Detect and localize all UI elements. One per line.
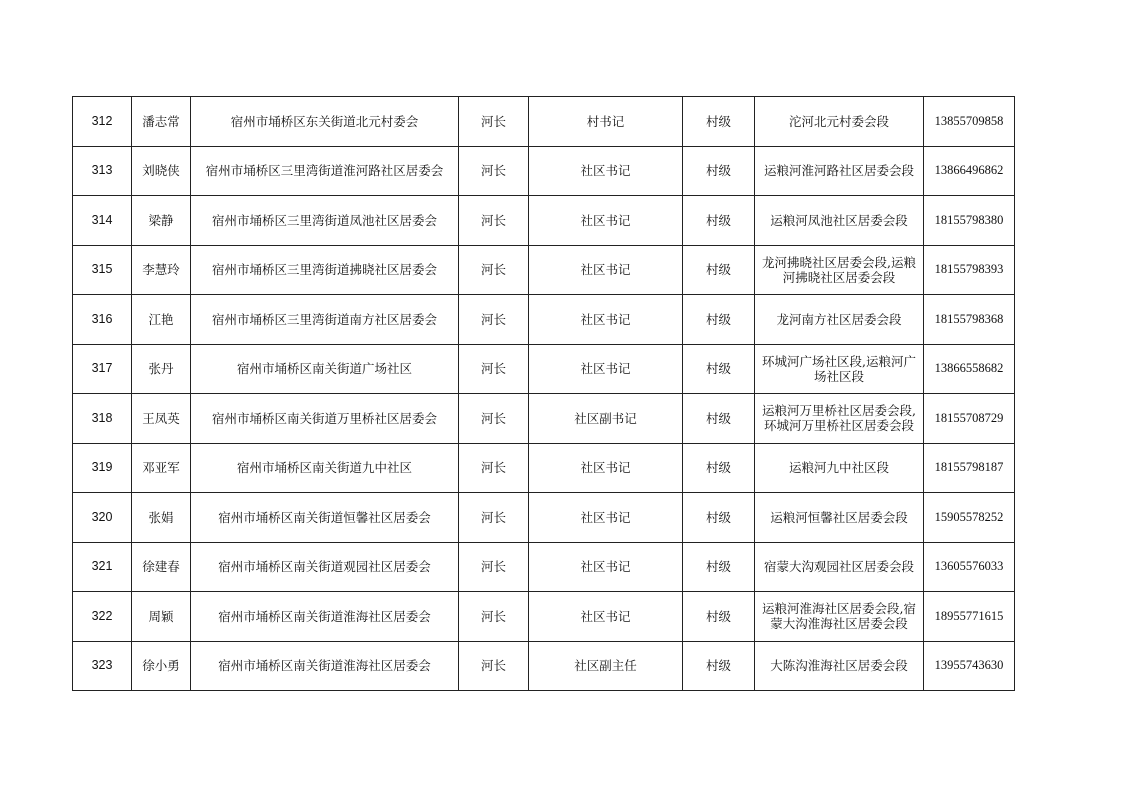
- organization-cell: 宿州市埇桥区三里湾街道凤池社区居委会: [191, 196, 459, 246]
- organization-cell: 宿州市埇桥区三里湾街道淮河路社区居委会: [191, 146, 459, 196]
- organization-cell: 宿州市埇桥区南关街道淮海社区居委会: [191, 592, 459, 642]
- role-cell: 河长: [459, 542, 529, 592]
- position-cell: 社区书记: [529, 146, 683, 196]
- phone-cell: 18155798393: [924, 245, 1015, 295]
- position-cell: 社区书记: [529, 344, 683, 394]
- phone-cell: 18955771615: [924, 592, 1015, 642]
- role-cell: 河长: [459, 146, 529, 196]
- phone-cell: 18155798380: [924, 196, 1015, 246]
- row-number-cell: 319: [73, 443, 132, 493]
- river-segment-cell: 运粮河万里桥社区居委会段,环城河万里桥社区居委会段: [755, 394, 924, 444]
- organization-cell: 宿州市埇桥区三里湾街道南方社区居委会: [191, 295, 459, 345]
- table-row: [73, 592, 1015, 642]
- river-chief-table: [72, 96, 1015, 691]
- position-cell: 村书记: [529, 97, 683, 147]
- river-segment-cell: 龙河拂晓社区居委会段,运粮河拂晓社区居委会段: [755, 245, 924, 295]
- level-cell: 村级: [683, 443, 755, 493]
- river-segment-cell: 宿蒙大沟观园社区居委会段: [755, 542, 924, 592]
- level-cell: 村级: [683, 245, 755, 295]
- table-row: [73, 146, 1015, 196]
- organization-cell: 宿州市埇桥区南关街道九中社区: [191, 443, 459, 493]
- role-cell: 河长: [459, 295, 529, 345]
- organization-cell: 宿州市埇桥区东关街道北元村委会: [191, 97, 459, 147]
- position-cell: 社区书记: [529, 493, 683, 543]
- position-cell: 社区副主任: [529, 641, 683, 691]
- river-segment-cell: 运粮河九中社区段: [755, 443, 924, 493]
- river-segment-cell: 运粮河淮海社区居委会段,宿蒙大沟淮海社区居委会段: [755, 592, 924, 642]
- organization-cell: 宿州市埇桥区南关街道万里桥社区居委会: [191, 394, 459, 444]
- row-number-cell: 317: [73, 344, 132, 394]
- position-cell: 社区书记: [529, 295, 683, 345]
- table-row: [73, 493, 1015, 543]
- row-number-cell: 314: [73, 196, 132, 246]
- river-segment-cell: 运粮河淮河路社区居委会段: [755, 146, 924, 196]
- organization-cell: 宿州市埇桥区南关街道恒馨社区居委会: [191, 493, 459, 543]
- position-cell: 社区书记: [529, 245, 683, 295]
- table-row: [73, 97, 1015, 147]
- level-cell: 村级: [683, 493, 755, 543]
- row-number-cell: 322: [73, 592, 132, 642]
- phone-cell: 15905578252: [924, 493, 1015, 543]
- phone-cell: 13866496862: [924, 146, 1015, 196]
- row-number-cell: 312: [73, 97, 132, 147]
- row-number-cell: 313: [73, 146, 132, 196]
- organization-cell: 宿州市埇桥区南关街道观园社区居委会: [191, 542, 459, 592]
- role-cell: 河长: [459, 443, 529, 493]
- phone-cell: 18155798368: [924, 295, 1015, 345]
- table-row: [73, 344, 1015, 394]
- position-cell: 社区副书记: [529, 394, 683, 444]
- row-number-cell: 323: [73, 641, 132, 691]
- level-cell: 村级: [683, 97, 755, 147]
- name-cell: 王凤英: [132, 394, 191, 444]
- name-cell: 徐小勇: [132, 641, 191, 691]
- phone-cell: 13955743630: [924, 641, 1015, 691]
- name-cell: 江艳: [132, 295, 191, 345]
- river-segment-cell: 运粮河凤池社区居委会段: [755, 196, 924, 246]
- phone-cell: 13855709858: [924, 97, 1015, 147]
- position-cell: 社区书记: [529, 542, 683, 592]
- name-cell: 李慧玲: [132, 245, 191, 295]
- level-cell: 村级: [683, 196, 755, 246]
- river-segment-cell: 沱河北元村委会段: [755, 97, 924, 147]
- level-cell: 村级: [683, 542, 755, 592]
- row-number-cell: 318: [73, 394, 132, 444]
- position-cell: 社区书记: [529, 196, 683, 246]
- river-segment-cell: 环城河广场社区段,运粮河广场社区段: [755, 344, 924, 394]
- row-number-cell: 316: [73, 295, 132, 345]
- level-cell: 村级: [683, 641, 755, 691]
- row-number-cell: 320: [73, 493, 132, 543]
- organization-cell: 宿州市埇桥区南关街道广场社区: [191, 344, 459, 394]
- name-cell: 潘志常: [132, 97, 191, 147]
- table-row: [73, 394, 1015, 444]
- role-cell: 河长: [459, 641, 529, 691]
- phone-cell: 13866558682: [924, 344, 1015, 394]
- position-cell: 社区书记: [529, 443, 683, 493]
- river-segment-cell: 运粮河恒馨社区居委会段: [755, 493, 924, 543]
- name-cell: 周颖: [132, 592, 191, 642]
- table-row: [73, 295, 1015, 345]
- organization-cell: 宿州市埇桥区三里湾街道拂晓社区居委会: [191, 245, 459, 295]
- name-cell: 徐建春: [132, 542, 191, 592]
- name-cell: 梁静: [132, 196, 191, 246]
- table-body: [73, 97, 1015, 691]
- row-number-cell: 321: [73, 542, 132, 592]
- table-row: [73, 542, 1015, 592]
- role-cell: 河长: [459, 394, 529, 444]
- name-cell: 张丹: [132, 344, 191, 394]
- role-cell: 河长: [459, 493, 529, 543]
- name-cell: 刘晓侠: [132, 146, 191, 196]
- level-cell: 村级: [683, 344, 755, 394]
- position-cell: 社区书记: [529, 592, 683, 642]
- role-cell: 河长: [459, 196, 529, 246]
- river-segment-cell: 大陈沟淮海社区居委会段: [755, 641, 924, 691]
- table-row: [73, 443, 1015, 493]
- phone-cell: 13605576033: [924, 542, 1015, 592]
- name-cell: 张娟: [132, 493, 191, 543]
- phone-cell: 18155708729: [924, 394, 1015, 444]
- level-cell: 村级: [683, 394, 755, 444]
- river-segment-cell: 龙河南方社区居委会段: [755, 295, 924, 345]
- organization-cell: 宿州市埇桥区南关街道淮海社区居委会: [191, 641, 459, 691]
- role-cell: 河长: [459, 97, 529, 147]
- phone-cell: 18155798187: [924, 443, 1015, 493]
- level-cell: 村级: [683, 295, 755, 345]
- table-row: [73, 196, 1015, 246]
- role-cell: 河长: [459, 344, 529, 394]
- name-cell: 邓亚军: [132, 443, 191, 493]
- level-cell: 村级: [683, 592, 755, 642]
- role-cell: 河长: [459, 592, 529, 642]
- table-row: [73, 245, 1015, 295]
- role-cell: 河长: [459, 245, 529, 295]
- level-cell: 村级: [683, 146, 755, 196]
- row-number-cell: 315: [73, 245, 132, 295]
- table-row: [73, 641, 1015, 691]
